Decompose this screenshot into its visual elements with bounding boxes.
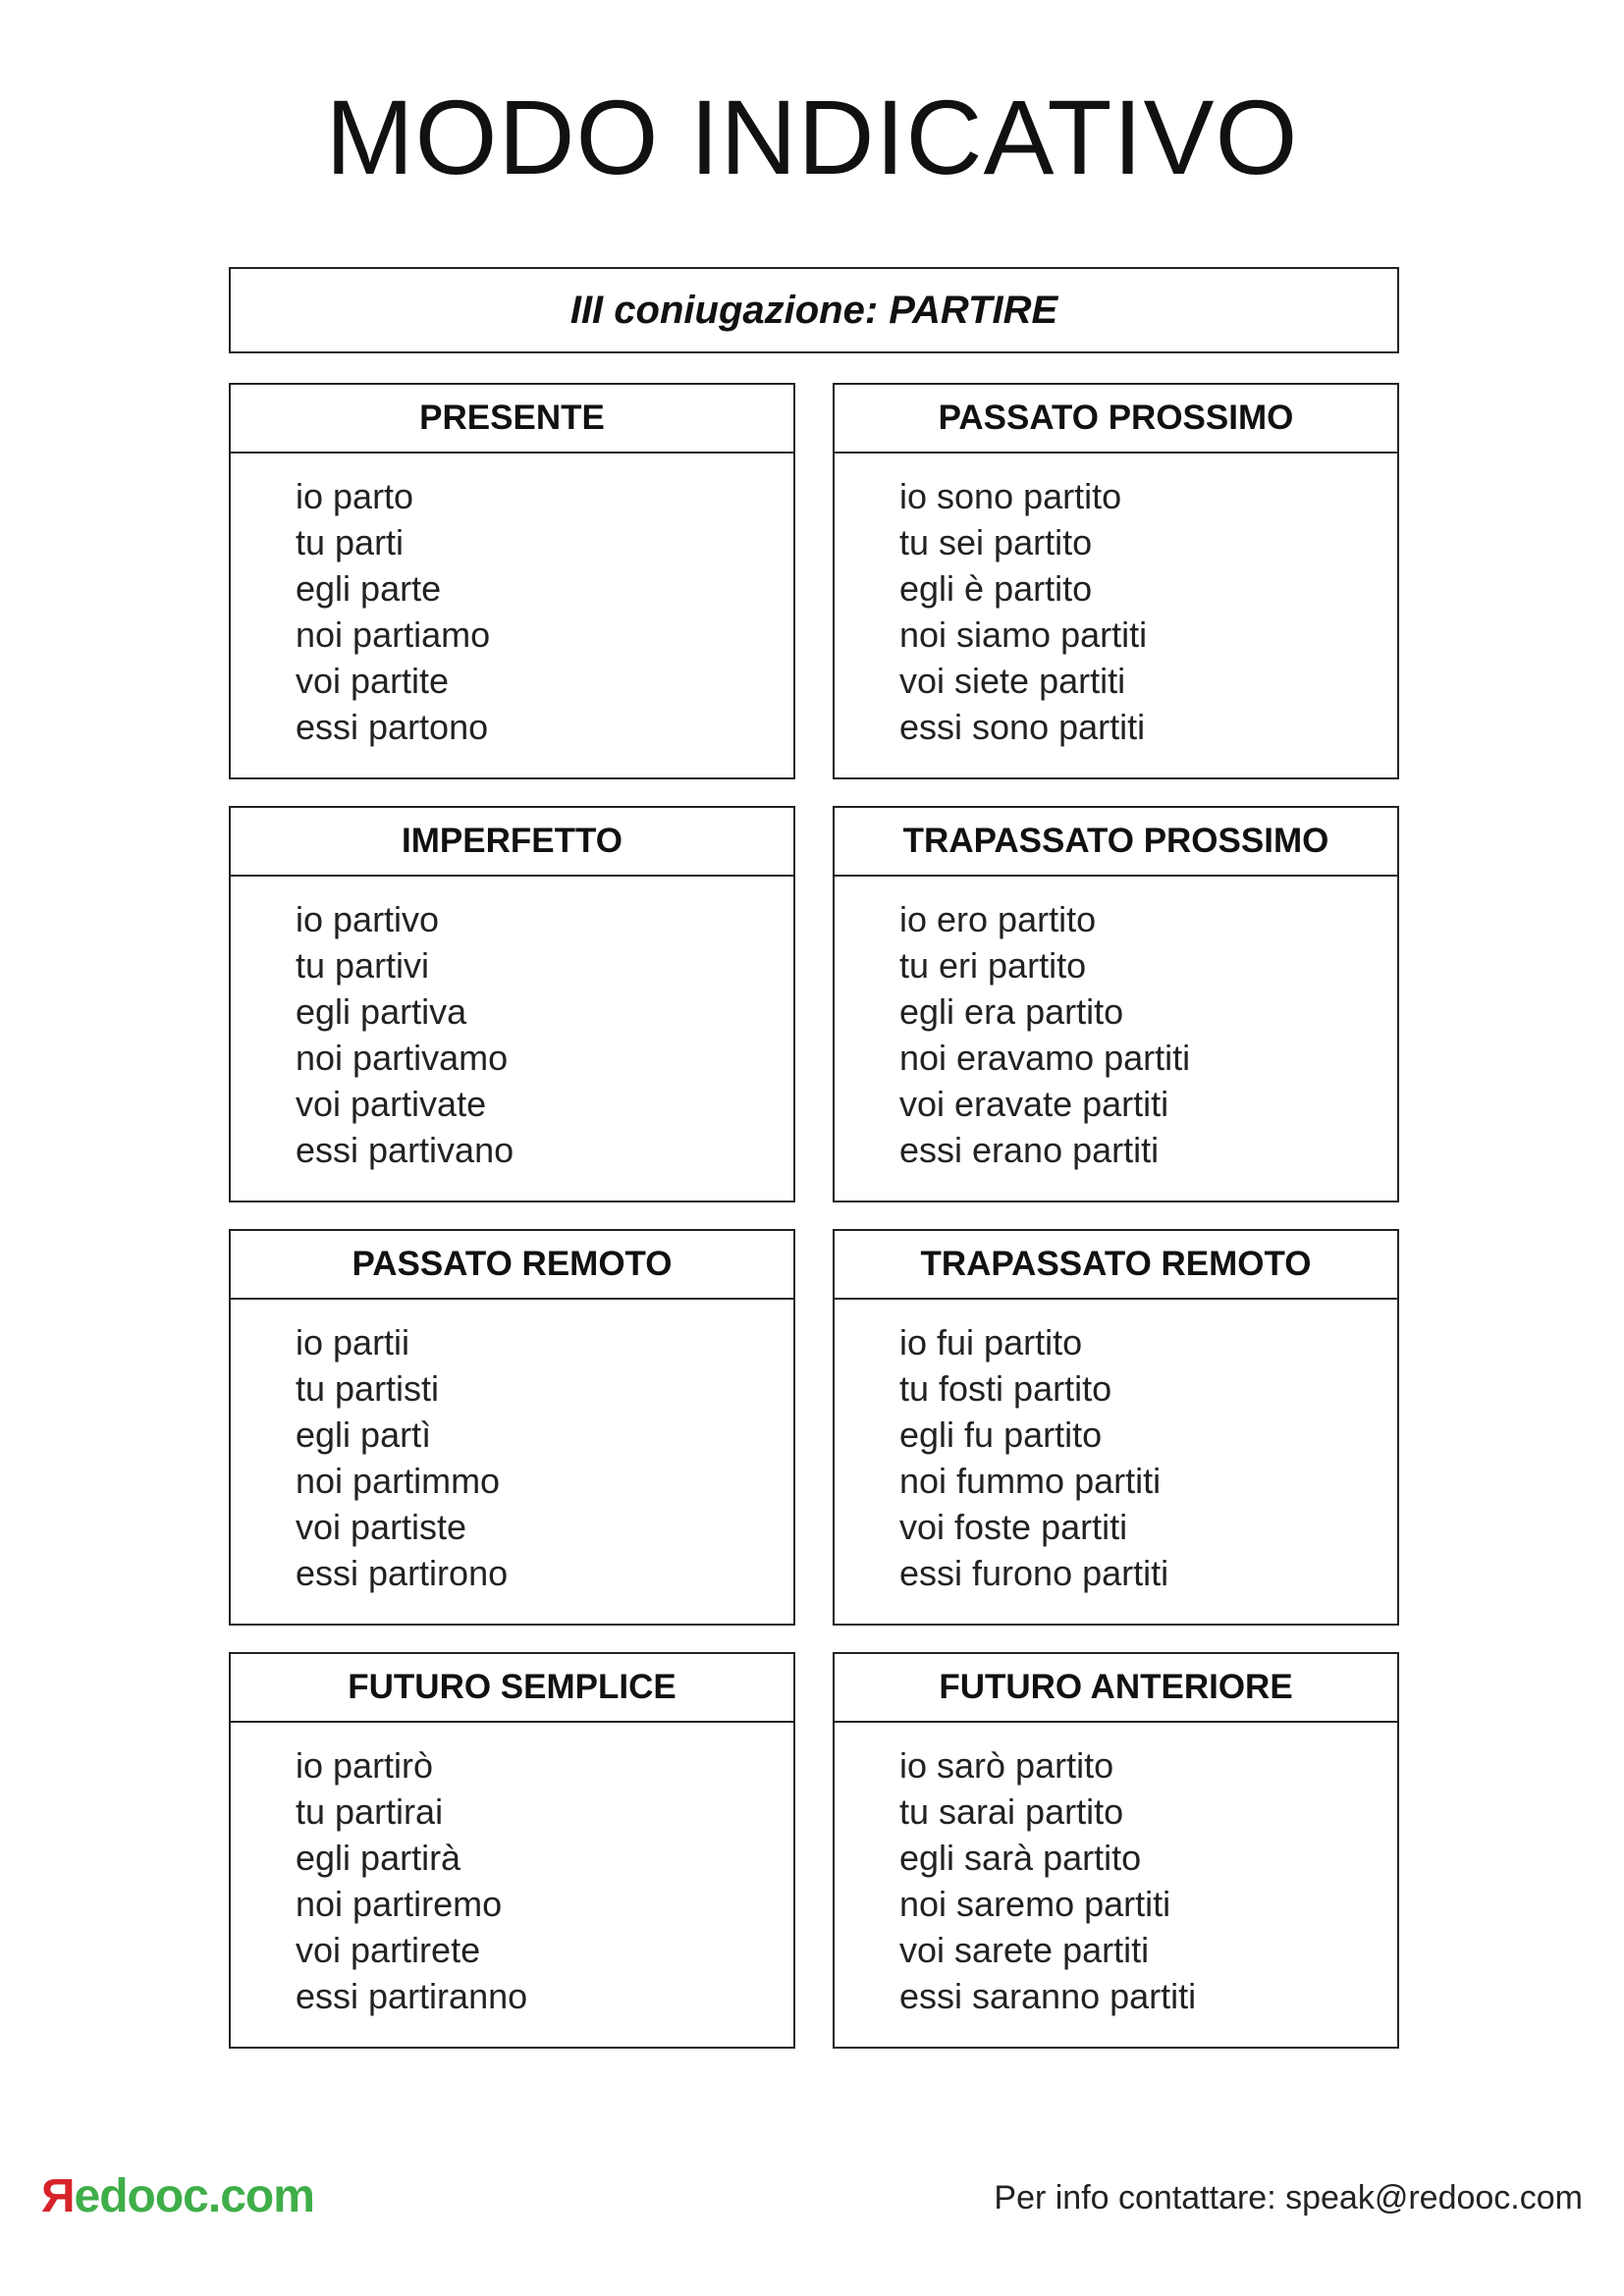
tense-header: FUTURO ANTERIORE bbox=[835, 1654, 1397, 1723]
conjugation-form: essi partirono bbox=[296, 1553, 509, 1593]
tense-header: FUTURO SEMPLICE bbox=[231, 1654, 793, 1723]
tense-box-passato-prossimo bbox=[833, 383, 1399, 779]
tense-box-passato-remoto bbox=[229, 1229, 795, 1626]
tense-grid bbox=[229, 383, 1399, 2049]
conjugation-form: egli è partito bbox=[899, 568, 1093, 609]
subtitle: III coniugazione: PARTIRE bbox=[569, 288, 1058, 332]
conjugation-form: egli parte bbox=[296, 568, 442, 609]
conjugation-form: egli fu partito bbox=[899, 1415, 1103, 1455]
tense-header: PRESENTE bbox=[231, 385, 793, 454]
conjugation-form: voi sarete partiti bbox=[899, 1930, 1150, 1970]
conjugation-form: noi partimmo bbox=[296, 1461, 501, 1501]
tense-box-imperfetto bbox=[229, 806, 795, 1202]
tense-header: IMPERFETTO bbox=[231, 808, 793, 877]
conjugation-form: tu eri partito bbox=[899, 945, 1087, 986]
conjugation-form: io parto bbox=[296, 476, 414, 516]
conjugation-form: tu partivi bbox=[296, 945, 430, 986]
logo-mark: Я bbox=[41, 2170, 75, 2222]
conjugation-list bbox=[231, 1723, 793, 2019]
conjugation-form: noi siamo partiti bbox=[899, 614, 1148, 655]
conjugation-form: essi partono bbox=[296, 707, 489, 747]
logo-text: edooc.com bbox=[74, 2170, 314, 2222]
conjugation-form: io sarò partito bbox=[899, 1745, 1114, 1786]
conjugation-form: voi foste partiti bbox=[899, 1507, 1128, 1547]
conjugation-form: egli sarà partito bbox=[899, 1838, 1142, 1878]
conjugation-form: essi erano partiti bbox=[899, 1130, 1160, 1170]
conjugation-form: tu parti bbox=[296, 522, 405, 562]
conjugation-form: voi partivate bbox=[296, 1084, 487, 1124]
tense-header: PASSATO PROSSIMO bbox=[835, 385, 1397, 454]
conjugation-list bbox=[835, 1300, 1397, 1596]
tense-box-trapassato-remoto bbox=[833, 1229, 1399, 1626]
tense-box-trapassato-prossimo bbox=[833, 806, 1399, 1202]
conjugation-list bbox=[231, 877, 793, 1173]
conjugation-form: tu partisti bbox=[296, 1368, 440, 1409]
conjugation-form: voi partirete bbox=[296, 1930, 481, 1970]
conjugation-list bbox=[231, 1300, 793, 1596]
redooc-logo[interactable] bbox=[41, 2169, 314, 2223]
conjugation-form: egli partiva bbox=[296, 991, 467, 1032]
contact-info: Per info contattare: speak@redooc.com bbox=[994, 2179, 1583, 2216]
conjugation-form: essi sono partiti bbox=[899, 707, 1146, 747]
conjugation-list bbox=[835, 877, 1397, 1173]
conjugation-form: essi furono partiti bbox=[899, 1553, 1169, 1593]
conjugation-form: noi saremo partiti bbox=[899, 1884, 1171, 1924]
conjugation-form: voi siete partiti bbox=[899, 661, 1126, 701]
conjugation-form: noi fummo partiti bbox=[899, 1461, 1162, 1501]
tense-box-futuro-anteriore bbox=[833, 1652, 1399, 2049]
tense-box-presente bbox=[229, 383, 795, 779]
conjugation-form: voi eravate partiti bbox=[899, 1084, 1169, 1124]
conjugation-form: noi partiamo bbox=[296, 614, 491, 655]
subtitle-box bbox=[229, 267, 1399, 353]
conjugation-form: io fui partito bbox=[899, 1322, 1083, 1362]
tense-header: TRAPASSATO PROSSIMO bbox=[835, 808, 1397, 877]
conjugation-list bbox=[231, 454, 793, 750]
conjugation-form: essi partivano bbox=[296, 1130, 514, 1170]
page-title: MODO INDICATIVO bbox=[325, 78, 1299, 196]
conjugation-form: noi partiremo bbox=[296, 1884, 503, 1924]
tense-header: PASSATO REMOTO bbox=[231, 1231, 793, 1300]
conjugation-form: io ero partito bbox=[899, 899, 1097, 939]
conjugation-form: tu partirai bbox=[296, 1791, 444, 1832]
conjugation-list bbox=[835, 454, 1397, 750]
conjugation-form: egli era partito bbox=[899, 991, 1124, 1032]
conjugation-form: io partivo bbox=[296, 899, 440, 939]
conjugation-form: essi partiranno bbox=[296, 1976, 528, 2016]
conjugation-form: io sono partito bbox=[899, 476, 1122, 516]
conjugation-form: noi partivamo bbox=[296, 1038, 509, 1078]
conjugation-form: noi eravamo partiti bbox=[899, 1038, 1191, 1078]
conjugation-form: voi partite bbox=[296, 661, 450, 701]
conjugation-form: tu fosti partito bbox=[899, 1368, 1112, 1409]
conjugation-form: tu sei partito bbox=[899, 522, 1093, 562]
tense-header: TRAPASSATO REMOTO bbox=[835, 1231, 1397, 1300]
conjugation-form: essi saranno partiti bbox=[899, 1976, 1197, 2016]
conjugation-form: voi partiste bbox=[296, 1507, 467, 1547]
tense-box-futuro-semplice bbox=[229, 1652, 795, 2049]
conjugation-form: tu sarai partito bbox=[899, 1791, 1124, 1832]
conjugation-form: egli partirà bbox=[296, 1838, 461, 1878]
conjugation-form: io partii bbox=[296, 1322, 410, 1362]
conjugation-list bbox=[835, 1723, 1397, 2019]
conjugation-form: egli partì bbox=[296, 1415, 432, 1455]
conjugation-form: io partirò bbox=[296, 1745, 434, 1786]
